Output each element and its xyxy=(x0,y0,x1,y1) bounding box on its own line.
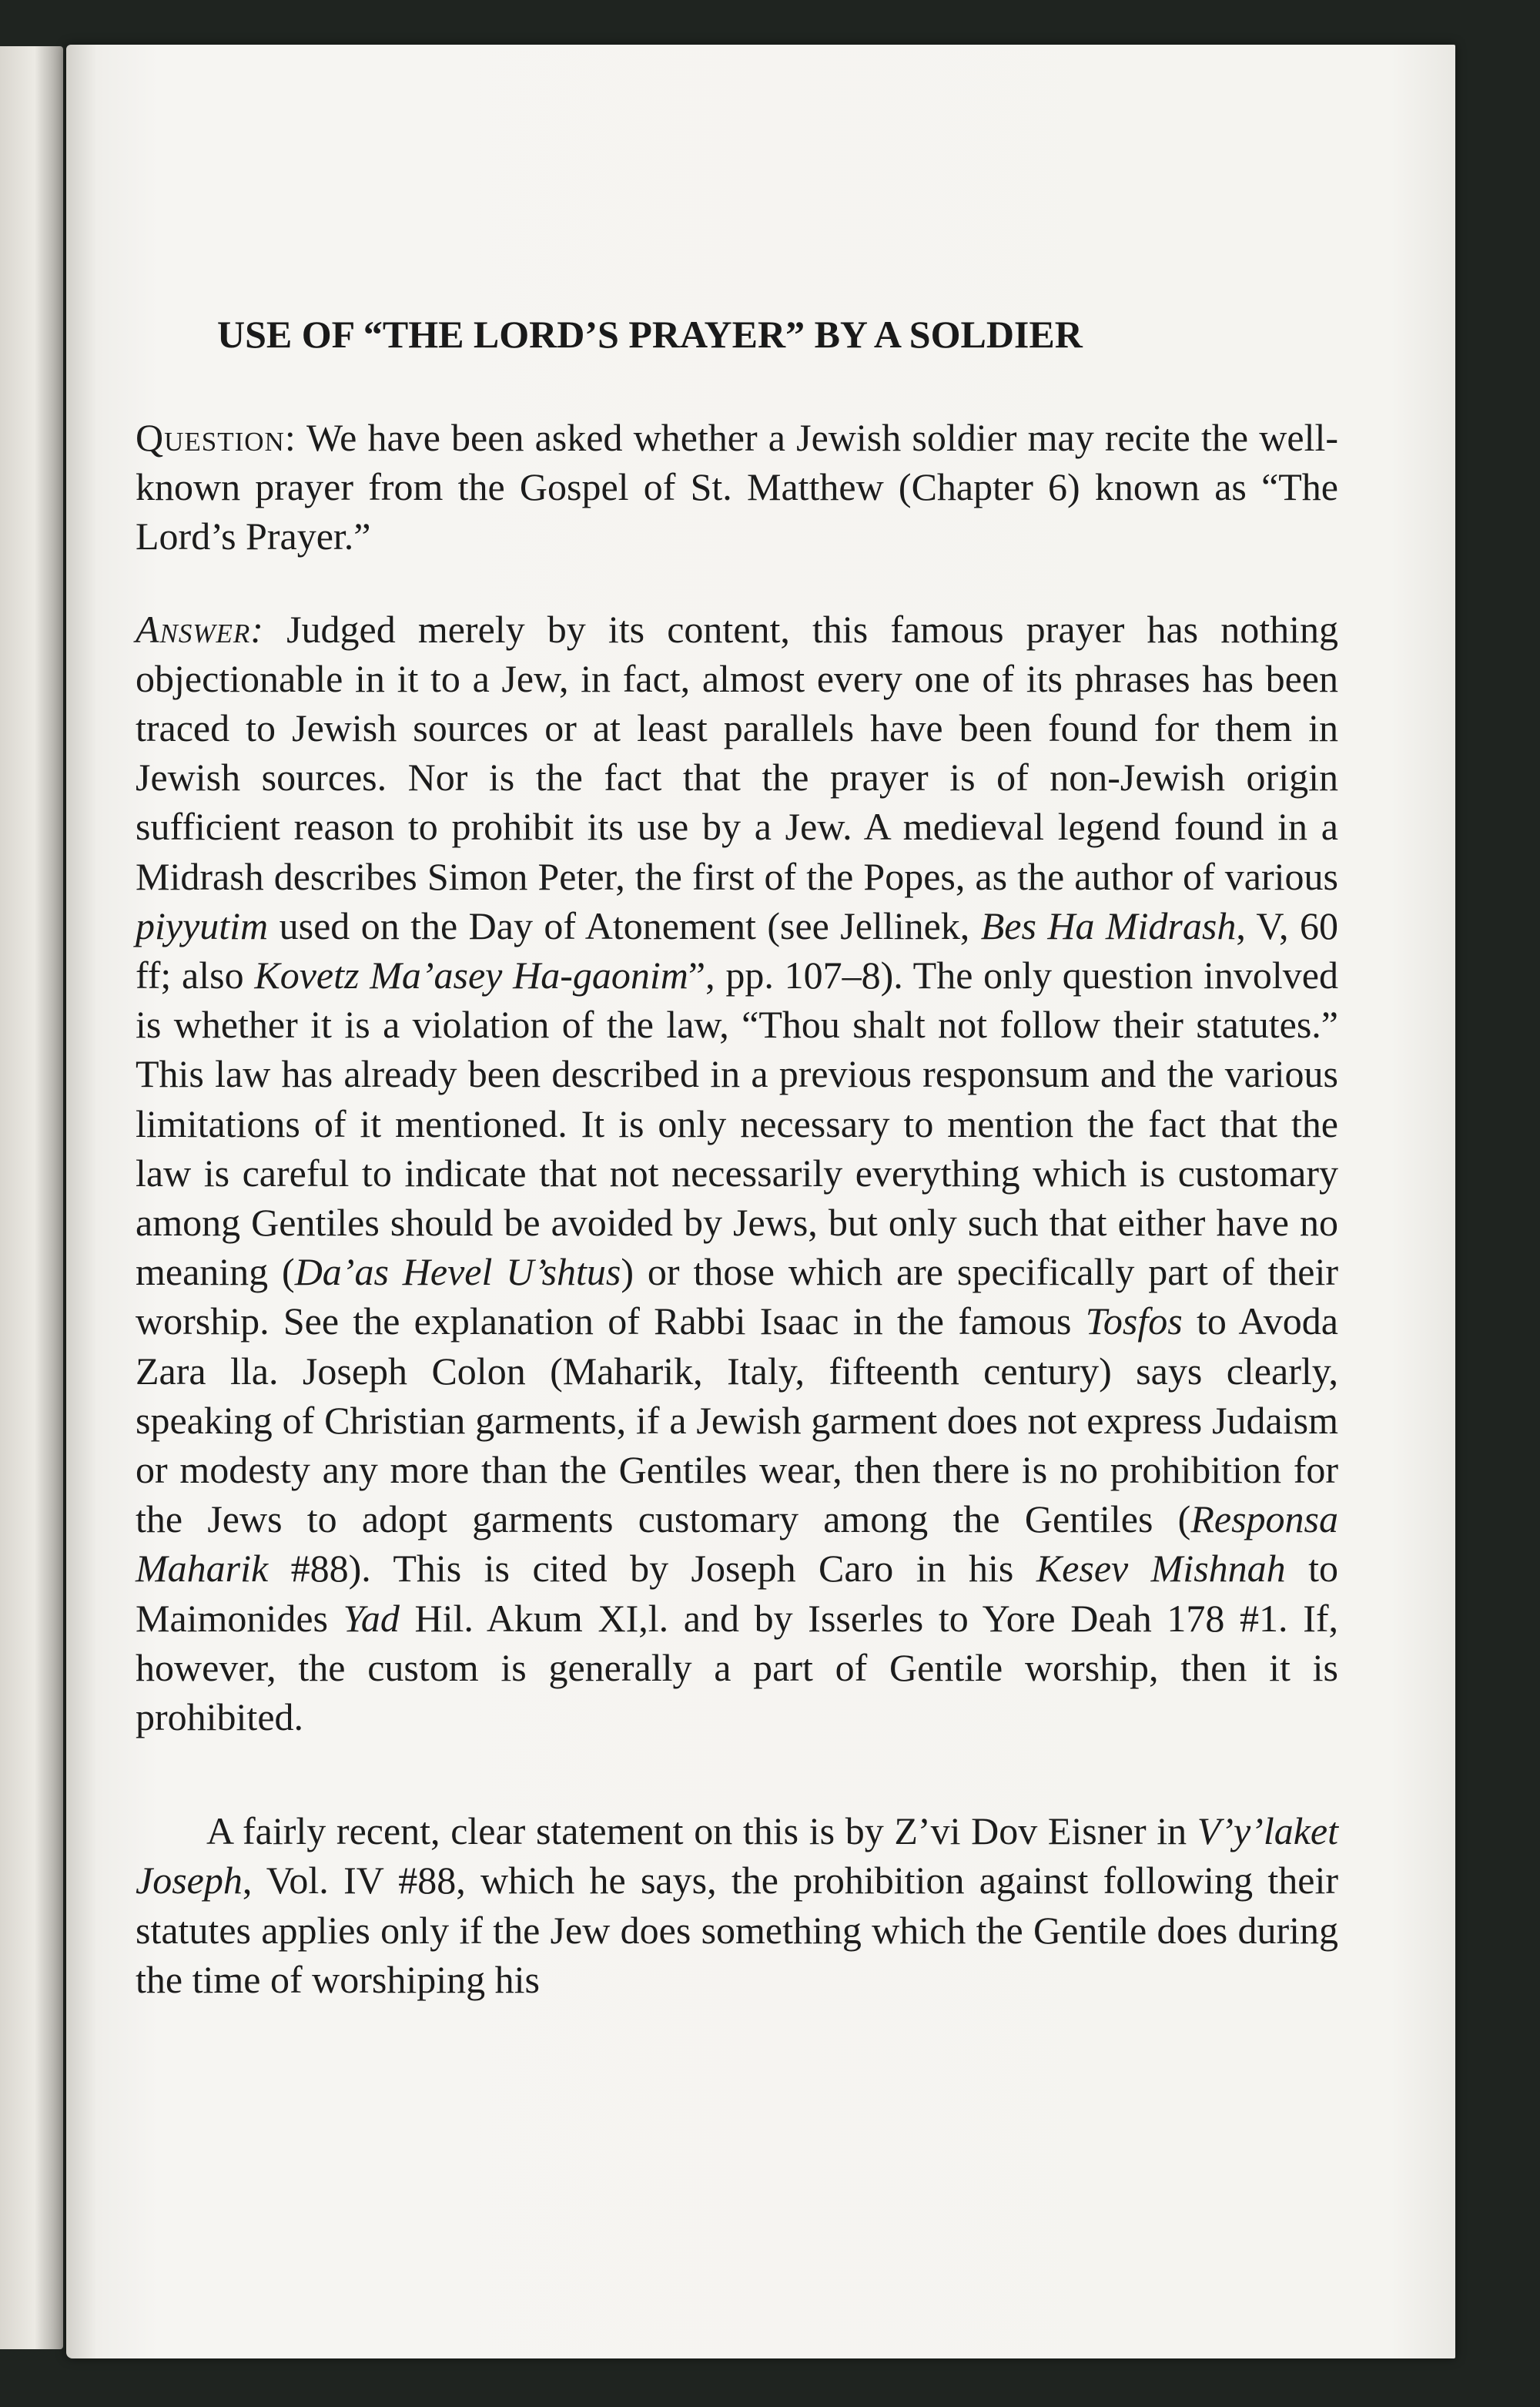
continuation-segment: V’y’laket Joseph xyxy=(136,1809,1338,1902)
answer-label: Answer: xyxy=(136,607,264,651)
answer-segment: Judged merely by its content, this famous prayer has nothing objectionable in it to a Jew, in fact, almost every one of its phrases has been traced to Jewish sources or at least parallels have been found for them in Jewish sources. Nor is the fact that the prayer is of non-Jewish origin sufficient reason to prohibit its use by a Jew. A medieval legend found in a Midrash describes Simon Peter, the first of the Popes, as the author of various xyxy=(136,607,1339,898)
answer-segment: piyyutim xyxy=(136,903,269,947)
answer-segment: , V, 60 ff; also xyxy=(136,903,1338,997)
answer-segment: ”, pp. 107–8). The only question involved is whether it is a violation of the law, “Thou shalt not follow their statutes.” This law has already been described in a previous responsum and the various limitations of it mentioned. It is only necessary to mention the fact that the law is careful to indicate that not necessarily everything which is customary among Gentiles should be avoided by Jews, but only such that either have no meaning ( xyxy=(136,954,1338,1294)
continuation-segment: , Vol. IV #88, which he says, the prohibition against following their statutes applies only if the Jew does something which the Gentile does during the time of worshiping his xyxy=(136,1859,1338,2001)
page-body xyxy=(136,413,1338,2004)
answer-segment: Hil. Akum XI,l. and by Isserles to Yore Deah 178 #1. If, however, the custom is generally a part of Gentile worship, then it is prohibited. xyxy=(136,1596,1338,1739)
answer-segment: Kovetz Ma’asey Ha-gaonim xyxy=(254,954,688,997)
book-page xyxy=(66,45,1455,2358)
answer-segment: used on the Day of Atonement (see Jellinek, xyxy=(268,903,981,947)
answer-segment: to Maimonides xyxy=(136,1547,1338,1640)
facing-page-edge xyxy=(0,46,63,2349)
answer-segment: Da’as Hevel U’shtus xyxy=(294,1250,621,1294)
answer-segment: Tosfos xyxy=(1085,1299,1183,1343)
continuation-segment: A fairly recent, clear statement on this is by Z’vi Dov Eisner in xyxy=(206,1809,1197,1853)
answer-segment: Responsa Maharik xyxy=(136,1497,1338,1591)
answer-segment: Kesev Mishnah xyxy=(1036,1547,1286,1591)
continuation-paragraph xyxy=(136,1806,1338,2004)
page-title: USE OF “THE LORD’S PRAYER” BY A SOLDIER xyxy=(217,313,1083,356)
question-label: Question: xyxy=(136,416,296,459)
answer-segment: Yad xyxy=(343,1596,400,1640)
answer-segment: ) or those which are specifically part of their worship. See the explanation of Rabbi Isaac in the famous xyxy=(136,1250,1338,1343)
answer-paragraph xyxy=(136,605,1338,1742)
answer-segment: Bes Ha Midrash xyxy=(980,903,1237,947)
question-text: We have been asked whether a Jewish soldier may recite the well-known prayer from the Gospel of St. Matthew (Chapter 6) known as “The Lord’s Prayer.” xyxy=(136,416,1339,558)
answer-segment: #88). This is cited by Joseph Caro in his xyxy=(268,1547,1036,1591)
question-paragraph xyxy=(136,413,1338,562)
answer-segment: to Avoda Zara lla. Joseph Colon (Maharik, Italy, fifteenth century) says clearly, speaking of Christian garments, if a Jewish garment does not express Judaism or modesty any more than the Gentiles wear, then there is no prohibition for the Jews to adopt garments customary among the Gentiles ( xyxy=(136,1299,1338,1541)
